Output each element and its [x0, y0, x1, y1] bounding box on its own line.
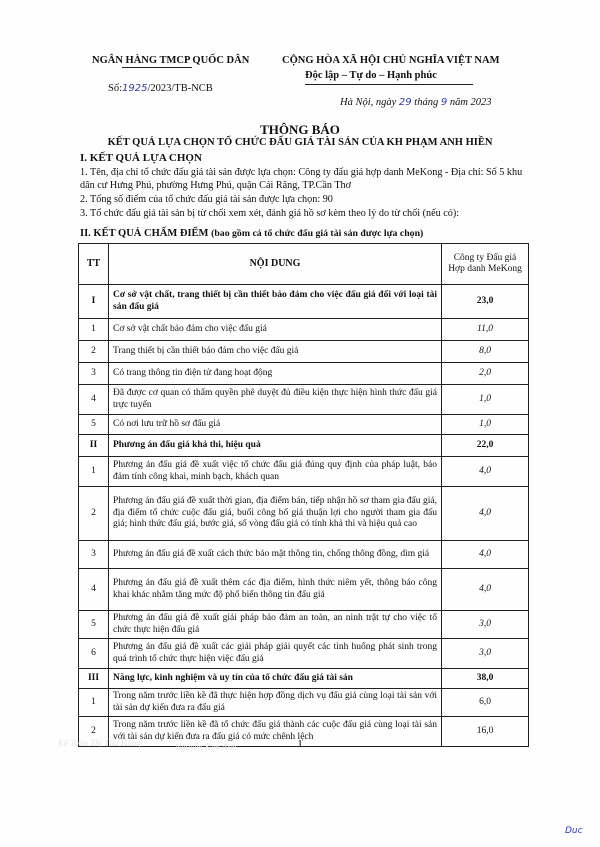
row-content: Trang thiết bị cần thiết bảo đảm cho việc đấu giá: [109, 341, 442, 363]
row-score: 22,0: [442, 435, 529, 457]
col-company: Công ty Đấu giá Hợp danh MeKong: [442, 244, 529, 285]
bank-underline: [122, 67, 192, 68]
row-content: Phương án đấu giá đề xuất thời gian, địa điểm bán, tiếp nhận hồ sơ tham gia đấu giá, địa điểm tổ chức cuộc đấu giá, buổi công bố giá thuận lợi cho người tham gia đấu giá; hình thức đấu giá, bước giá, số vòng đấu giá có tính khả thi và hiệu quả cao: [109, 487, 442, 541]
bleed-through-text: Kế Toán Thị Thu Hằng: [58, 738, 141, 748]
row-content: Phương án đấu giá đề xuất việc tổ chức đấu giá đúng quy định của pháp luật, bảo đảm tính công khai, minh bạch, khách quan: [109, 457, 442, 487]
section-1-item-1: 1. Tên, địa chỉ tổ chức đấu giá tài sản được lựa chọn: Công ty đấu giá hợp danh MeKong - Địa chỉ: Số 5 khu dân cư Hưng Phú, phường Hưng Phú, quận Cái Răng, TP.Cần Thơ: [80, 167, 523, 191]
row-content: Phương án đấu giá đề xuất thêm các địa điểm, hình thức niêm yết, thông báo công khai khác nhằm tăng mức độ phổ biến thông tin đấu giá: [109, 569, 442, 611]
bleed-through-text: Nguyễn Kim Anh: [175, 742, 237, 752]
row-score: 1,0: [442, 415, 529, 435]
scoring-table: [78, 243, 529, 747]
table-group-row: [79, 435, 529, 457]
row-content: Đã được cơ quan có thẩm quyền phê duyệt đủ điều kiện thực hiện hình thức đấu giá trực tuyến: [109, 385, 442, 415]
table-row: [79, 385, 529, 415]
row-score: 38,0: [442, 669, 529, 689]
row-score: 11,0: [442, 319, 529, 341]
row-content: Phương án đấu giá khả thi, hiệu quả: [109, 435, 442, 457]
table-group-row: [79, 669, 529, 689]
document-date: Hà Nội, ngày 29 tháng 9 năm 2023: [340, 97, 492, 108]
row-index: 2: [79, 341, 109, 363]
row-index: I: [79, 285, 109, 319]
table-row: [79, 363, 529, 385]
table-row: [79, 639, 529, 669]
row-index: 4: [79, 385, 109, 415]
row-index: 1: [79, 689, 109, 717]
table-row: [79, 689, 529, 717]
document-title: THÔNG BÁO: [260, 122, 340, 137]
initial-mark: Duc: [565, 826, 583, 836]
row-index: 2: [79, 717, 109, 747]
table-row: [79, 487, 529, 541]
national-motto: Độc lập – Tự do – Hạnh phúc: [305, 70, 437, 81]
national-title: CỘNG HÒA XÃ HỘI CHỦ NGHĨA VIỆT NAM: [282, 55, 500, 66]
col-tt: TT: [79, 244, 109, 285]
row-index: 3: [79, 541, 109, 569]
row-index: III: [79, 669, 109, 689]
page-number: 1: [297, 738, 303, 750]
table-row: [79, 319, 529, 341]
row-index: 5: [79, 611, 109, 639]
table-row: [79, 415, 529, 435]
row-index: 1: [79, 319, 109, 341]
row-content: Phương án đấu giá đề xuất các giải pháp giải quyết các tình huống phát sinh trong quá trình tổ chức thực hiện việc đấu giá: [109, 639, 442, 669]
table-row: [79, 341, 529, 363]
row-index: 2: [79, 487, 109, 541]
row-score: 8,0: [442, 341, 529, 363]
row-index: 1: [79, 457, 109, 487]
col-content: NỘI DUNG: [109, 244, 442, 285]
row-score: 1,0: [442, 385, 529, 415]
row-score: 4,0: [442, 541, 529, 569]
table-row: [79, 569, 529, 611]
row-index: 5: [79, 415, 109, 435]
row-score: 2,0: [442, 363, 529, 385]
section-1-item-2: 2. Tổng số điểm của tổ chức đấu giá tài sản được lựa chọn: 90: [80, 194, 333, 205]
row-content: Cơ sở vật chất, trang thiết bị cần thiết bảo đảm cho việc đấu giá đối với loại tài sản đấu giá: [109, 285, 442, 319]
row-content: Năng lực, kinh nghiệm và uy tín của tổ chức đấu giá tài sản: [109, 669, 442, 689]
motto-underline: [305, 84, 473, 85]
document-number: Số:1925/2023/TB-NCB: [108, 83, 213, 94]
row-index: II: [79, 435, 109, 457]
row-index: 3: [79, 363, 109, 385]
table-header-row: [79, 244, 529, 285]
row-content: Phương án đấu giá đề xuất giải pháp bảo đảm an toàn, an ninh trật tự cho việc tổ chức thực hiện đấu giá: [109, 611, 442, 639]
row-score: 23,0: [442, 285, 529, 319]
row-score: 3,0: [442, 611, 529, 639]
row-score: 3,0: [442, 639, 529, 669]
row-content: Phương án đấu giá đề xuất cách thức bảo mật thông tin, chống thông đồng, dìm giá: [109, 541, 442, 569]
table-row: [79, 457, 529, 487]
row-score: 6,0: [442, 689, 529, 717]
row-content: Cơ sở vật chất bảo đảm cho việc đấu giá: [109, 319, 442, 341]
row-content: Có nơi lưu trữ hồ sơ đấu giá: [109, 415, 442, 435]
row-content: Có trang thông tin điện tử đang hoạt động: [109, 363, 442, 385]
document-subtitle: KẾT QUẢ LỰA CHỌN TỔ CHỨC ĐẤU GIÁ TÀI SẢN CỦA KH PHẠM ANH HIỀN: [107, 137, 493, 148]
table-row: [79, 541, 529, 569]
section-1-heading: I. KẾT QUẢ LỰA CHỌN: [80, 152, 202, 164]
bank-name: NGÂN HÀNG TMCP QUỐC DÂN: [92, 55, 250, 66]
section-1-item-3: 3. Tổ chức đấu giá tài sản bị từ chối xem xét, đánh giá hồ sơ kèm theo lý do từ chối (nếu có):: [80, 208, 460, 219]
table-group-row: [79, 285, 529, 319]
row-content: Trong năm trước liền kề đã tổ chức đấu giá thành các cuộc đấu giá cùng loại tài sản với tài sản dự kiến đưa ra đấu giá có mức chênh lệch: [109, 717, 442, 747]
row-score: 4,0: [442, 457, 529, 487]
row-index: 6: [79, 639, 109, 669]
row-score: 16,0: [442, 717, 529, 747]
section-2-heading: II. KẾT QUẢ CHẤM ĐIỂM (bao gồm cả tổ chức đấu giá tài sản được lựa chọn): [80, 228, 424, 239]
table-row: [79, 611, 529, 639]
row-index: 4: [79, 569, 109, 611]
row-score: 4,0: [442, 569, 529, 611]
row-content: Trong năm trước liền kề đã thực hiện hợp đồng dịch vụ đấu giá cùng loại tài sản với tài sản dự kiến đưa ra đấu giá: [109, 689, 442, 717]
row-score: 4,0: [442, 487, 529, 541]
